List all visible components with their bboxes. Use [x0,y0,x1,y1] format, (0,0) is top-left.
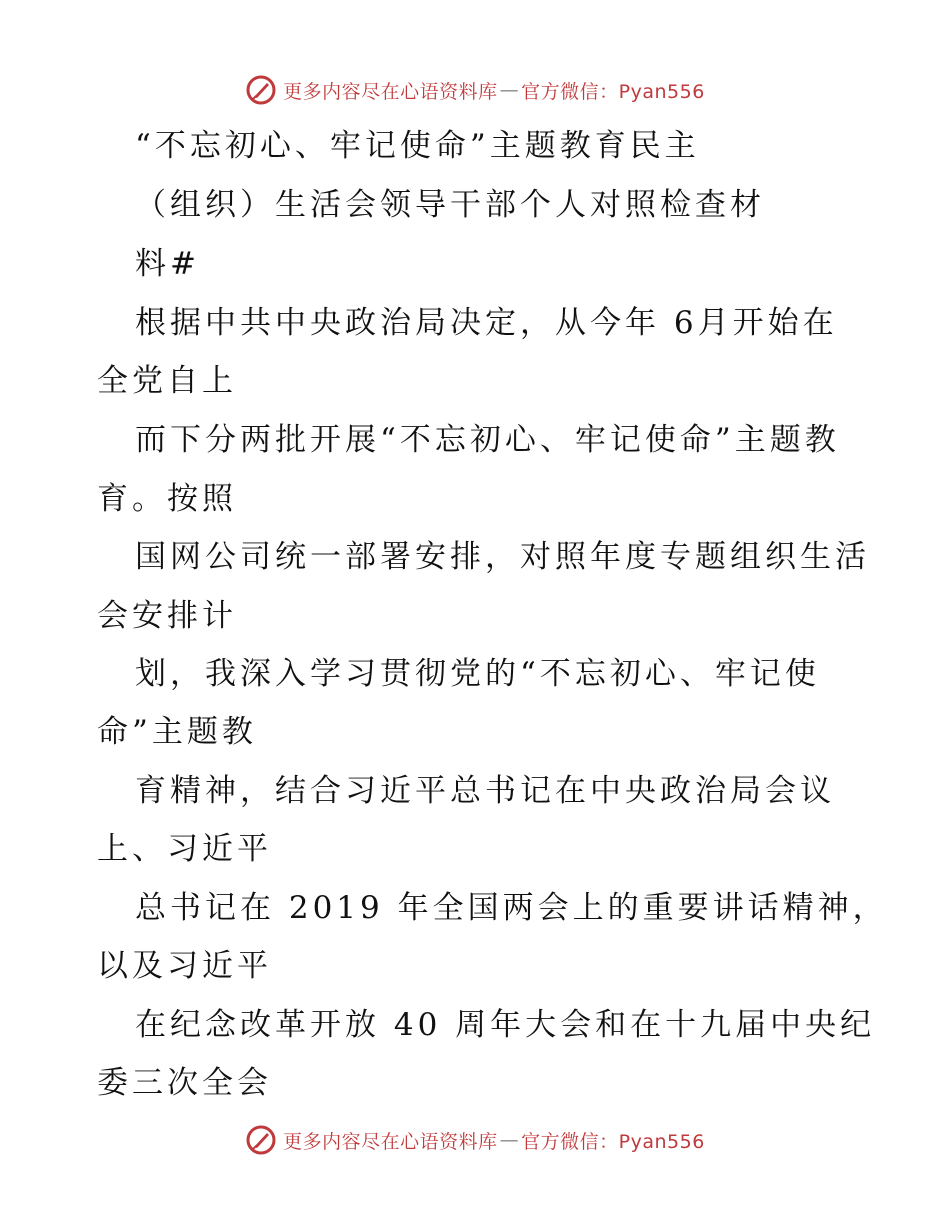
feather-pen-logo-icon [245,1124,277,1156]
doc-line: 育。按照 [97,481,237,517]
doc-title-line-1: “不忘初心、牢记使命”主题教育民主 [135,128,700,164]
doc-line: 国网公司统一部署安排，对照年度专题组织生活 [135,539,870,575]
doc-line: 命”主题教 [97,714,257,750]
doc-line: 全党自上 [97,363,237,399]
doc-line: 育精神，结合习近平总书记在中央政治局会议 [135,773,835,809]
watermark-separator: — [499,79,520,101]
doc-line: 总书记在 2019 年全国两会上的重要讲话精神， [135,890,888,926]
feather-pen-logo-icon [245,74,277,106]
doc-line: 以及习近平 [97,948,272,984]
doc-line: 委三次全会 [97,1065,272,1101]
watermark-tail: 官方微信：Pyan556 [521,1130,705,1153]
doc-line: 划，我深入学习贯彻党的“不忘初心、牢记使 [135,656,820,692]
watermark-separator: — [499,1129,520,1151]
doc-line: 根据中共中央政治局决定，从今年 6月开始在 [135,305,838,341]
doc-line: 在纪念改革开放 40 周年大会和在十九届中央纪 [135,1007,876,1043]
header-watermark [0,70,950,110]
doc-line: 而下分两批开展“不忘初心、牢记使命”主题教 [135,422,840,458]
doc-line: 会安排计 [97,598,237,634]
doc-title-line-2: （组织）生活会领导干部个人对照检查材 [135,187,765,223]
watermark-text: 更多内容尽在心语资料库 [283,80,498,103]
doc-line: 上、习近平 [97,831,272,867]
footer-watermark [0,1120,950,1160]
doc-title-line-3: 料# [135,246,200,282]
watermark-text: 更多内容尽在心语资料库 [283,1130,498,1153]
watermark-tail: 官方微信：Pyan556 [521,80,705,103]
